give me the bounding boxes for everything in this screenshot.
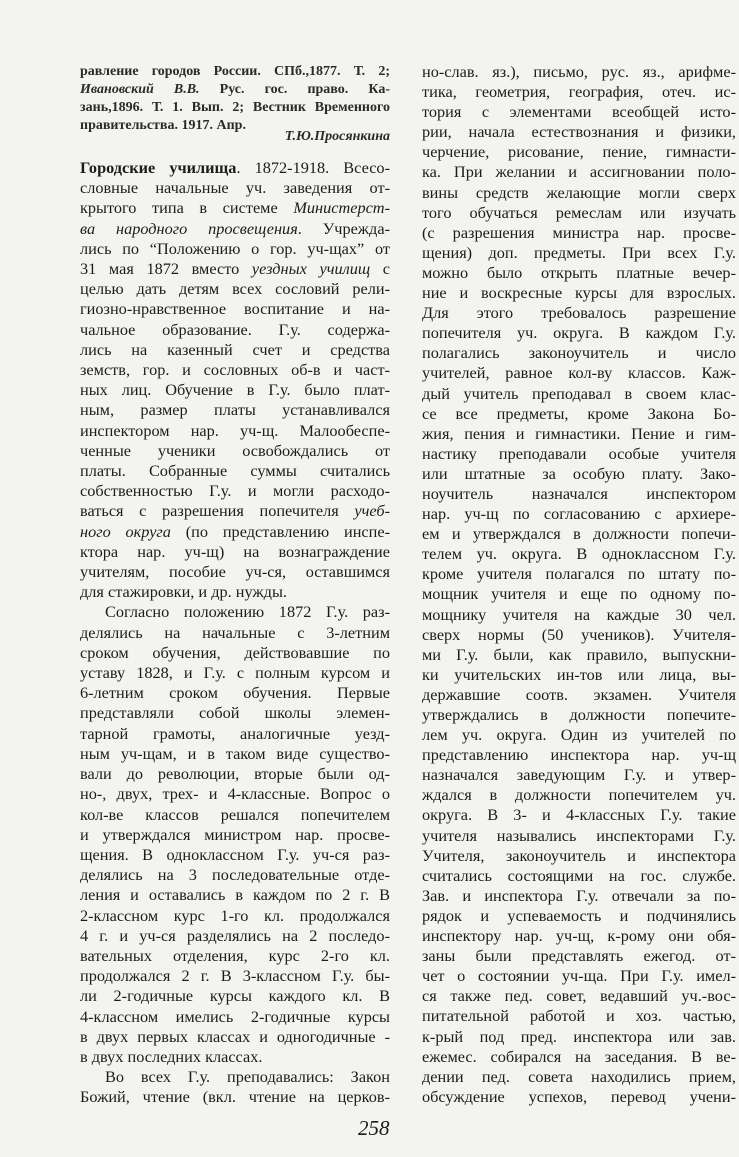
text-segment: считались состоящими на гос. службе. — [422, 865, 736, 885]
text-line — [80, 421, 390, 441]
text-line — [422, 946, 736, 966]
text-segment: жия, пения и гимнастики. Пение и гим- — [422, 423, 736, 443]
references-block — [80, 63, 390, 135]
text-line — [422, 665, 736, 685]
text-line — [422, 826, 736, 846]
text-line — [80, 198, 390, 218]
text-line — [80, 885, 390, 905]
text-segment: Зав. и инспектора Г.у. отвечали за по- — [422, 885, 736, 905]
text-segment: словные начальные уч. заведения от- — [80, 178, 390, 198]
left-column — [80, 158, 390, 1108]
text-line — [80, 623, 390, 643]
text-segment: полагались законоучитель и число — [422, 343, 736, 363]
text-segment: учителей, равное кол-ву классов. Каж- — [422, 363, 736, 383]
text-segment: делялись на 3 последовательные отде- — [80, 865, 390, 885]
text-segment: тория с элементами всеобщей исто- — [422, 102, 736, 122]
text-segment: земств, гор. и сословных об-в и част- — [80, 360, 390, 380]
text-line — [422, 926, 736, 946]
text-segment: рии, начала естествознания и физики, — [422, 122, 736, 142]
text-line — [422, 323, 736, 343]
text-segment: можно было открыть платные вечер- — [422, 262, 736, 282]
text-line — [422, 424, 736, 444]
text-segment: ноучитель назначался инспектором — [422, 483, 736, 503]
text-segment: ние и воскресные курсы для взрослых. — [422, 283, 736, 303]
text-line — [422, 183, 736, 203]
text-segment: Во всех Г.у. преподавались: Закон — [105, 1067, 390, 1087]
text-segment: Для этого требовалось разрешение — [422, 303, 736, 323]
text-segment: учителям, пособие уч-ся, оставшимся — [80, 562, 390, 582]
text-line — [422, 303, 736, 323]
text-segment: ми Г.у. были, как правило, выпускни- — [422, 644, 736, 664]
text-line — [422, 685, 736, 705]
text-segment: попечителя уч. округа. В каждом Г.у. — [422, 323, 736, 343]
text-segment: учителя назывались инспекторами Г.у. — [422, 825, 736, 845]
text-segment: обсуждение успехов, перевод учени- — [422, 1086, 736, 1106]
text-segment: 2-классном курс 1-го кл. продолжался — [80, 905, 390, 925]
text-line — [80, 81, 390, 99]
text-segment: (по представлению инспе- — [170, 521, 390, 541]
text-segment: крытого типа в системе — [80, 198, 294, 218]
text-segment: . Учрежда- — [297, 218, 390, 238]
text-line — [80, 63, 390, 81]
text-segment: но-, двух, трех- и 4-классные. Вопрос о — [80, 784, 390, 804]
text-line — [80, 158, 390, 178]
text-segment: 6-летним сроком обучения. Первые — [80, 683, 390, 703]
text-line — [80, 966, 390, 986]
text-segment: ным, размер платы устанавливался — [80, 400, 390, 420]
text-line — [422, 866, 736, 886]
text-line — [422, 584, 736, 604]
text-line — [422, 384, 736, 404]
text-segment: телем уч. округа. В одноклассном Г.у. — [422, 544, 736, 564]
text-segment: рядок и успеваемость и подчинялись — [422, 905, 736, 925]
text-segment: чет о состоянии уч-ща. При Г.у. имел- — [422, 966, 736, 986]
text-segment: ктора нар. уч-щ) на вознаграждение — [80, 541, 390, 561]
text-line — [80, 683, 390, 703]
text-line — [422, 504, 736, 524]
text-segment: Согласно положению 1872 Г.у. раз- — [105, 602, 390, 622]
text-segment: питательной работой и хоз. частью, — [422, 1006, 736, 1026]
text-line — [422, 1067, 736, 1087]
text-segment: округа. В 3- и 4-классных Г.у. такие — [422, 805, 736, 825]
text-segment: гиозно-нравственное воспитание и на- — [80, 299, 390, 319]
text-line — [422, 102, 736, 122]
text-segment: тика, геометрия, география, отеч. ис- — [422, 82, 736, 102]
text-segment: для стажировки, и др. нужды. — [80, 582, 287, 602]
text-segment: нар. уч-щ по согласованию с архиере- — [422, 504, 736, 524]
text-segment: вательных отделения, курс 2-го кл. — [80, 945, 390, 965]
text-line — [422, 1006, 736, 1026]
page-number: 258 — [358, 1116, 390, 1140]
text-line — [80, 360, 390, 380]
text-segment: дении пед. совета находились прием, — [422, 1066, 736, 1086]
italic-text: уездных училищ — [251, 259, 371, 279]
text-line — [80, 582, 390, 602]
text-segment: ным уч-щам, и в таком виде существо- — [80, 743, 390, 763]
text-line — [80, 703, 390, 723]
text-segment: ежемес. собирался на заседания. В ве- — [422, 1046, 736, 1066]
text-segment: целью дать детям всех сословий рели- — [80, 279, 390, 299]
text-line — [80, 340, 390, 360]
text-segment: чальное образование. Г.у. содержа- — [80, 319, 390, 339]
text-segment: (с разрешения министра нар. просве- — [422, 222, 736, 242]
text-segment: инспектором нар. уч-щ. Малообеспе- — [80, 420, 390, 440]
text-segment: сверх нормы (50 учеников). Учителя- — [422, 624, 736, 644]
text-line — [422, 363, 736, 383]
text-line — [422, 524, 736, 544]
text-line — [422, 605, 736, 625]
text-line — [80, 744, 390, 764]
text-line — [80, 542, 390, 562]
text-segment: лись на казенный счет и средства — [80, 339, 390, 359]
text-line — [422, 404, 736, 424]
text-line — [80, 501, 390, 521]
text-segment: . 1872-1918. Всесо- — [236, 158, 390, 177]
text-line — [422, 966, 736, 986]
text-line — [80, 1067, 390, 1087]
text-segment: уставу 1828, и Г.у. с полным курсом и — [80, 663, 390, 683]
text-segment: щения. В одноклассном Г.у. уч-ся раз- — [80, 844, 390, 864]
text-line — [80, 481, 390, 501]
text-line — [80, 1047, 390, 1067]
text-line — [422, 745, 736, 765]
text-segment: ваться с разрешения попечителя — [80, 501, 355, 521]
text-line — [80, 219, 390, 239]
text-segment: се все предметы, кроме Закона Бо- — [422, 403, 736, 423]
text-line — [422, 122, 736, 142]
text-segment: с — [370, 259, 390, 279]
text-segment: утверждались в должности попечите- — [422, 705, 736, 724]
text-segment: ки учительских ин-тов или лица, вы- — [422, 664, 736, 684]
text-segment: кол-ве классов решался попечителем — [80, 804, 390, 824]
text-segment: ных лиц. Обучение в Г.у. было плат- — [80, 380, 390, 400]
text-segment: 4 г. и уч-ся разделялись на 2 последо- — [80, 925, 390, 945]
text-line — [80, 906, 390, 926]
text-segment: державшие соотв. экзамен. Учителя — [422, 684, 736, 704]
text-line — [80, 562, 390, 582]
text-line — [80, 178, 390, 198]
text-line — [422, 1047, 736, 1067]
text-segment: представлению инспектора нар. уч-щ — [422, 745, 736, 765]
text-segment: продолжался 2 г. В 3-классном Г.у. бы- — [80, 966, 390, 986]
text-segment: равление городов России. СПб.,1877. Т. 2; — [80, 64, 390, 79]
text-segment: мощник учителя и еще по одному по- — [422, 584, 736, 604]
text-line — [80, 724, 390, 744]
text-line — [422, 805, 736, 825]
text-segment: лем уч. округа. Один из учителей по — [422, 725, 736, 745]
text-line — [422, 906, 736, 926]
text-segment: назначался заведующим Г.у. и утвер- — [422, 765, 736, 785]
text-segment: вины средств желающие могли сверх — [422, 182, 736, 202]
text-segment: настику преподавали особые учителя — [422, 443, 736, 463]
text-line — [80, 845, 390, 865]
text-segment: собственностью Г.у. и могли расходо- — [80, 481, 390, 501]
text-line — [422, 263, 736, 283]
text-line — [80, 865, 390, 885]
text-line — [422, 725, 736, 745]
text-line — [80, 259, 390, 279]
text-line — [422, 343, 736, 363]
text-line — [80, 441, 390, 461]
text-segment: сроком обучения, действовавшие по — [80, 642, 390, 662]
text-line — [80, 239, 390, 259]
text-segment: черчение, рисование, пение, гимнасти- — [422, 142, 736, 162]
text-line — [80, 663, 390, 683]
text-segment: ченные ученики освобождались от — [80, 440, 390, 460]
text-segment: дый учитель преподавал в своем клас- — [422, 383, 736, 403]
text-line — [422, 886, 736, 906]
text-segment: правительства. 1917. Апр. — [80, 118, 246, 133]
text-segment: ли 2-годичные курсы каждого кл. В — [80, 986, 390, 1006]
text-line — [80, 400, 390, 420]
italic-text: ного округа — [80, 521, 171, 541]
text-line — [80, 299, 390, 319]
text-line — [80, 380, 390, 400]
text-segment: 31 мая 1872 вместо — [80, 259, 252, 279]
text-segment: зань,1896. Т. 1. Вып. 2; Вестник Временного — [80, 100, 390, 115]
text-line — [80, 643, 390, 663]
text-line — [422, 162, 736, 182]
text-line — [422, 785, 736, 805]
text-segment: в двух первых классах и одногодичные - — [80, 1026, 390, 1046]
right-column — [422, 62, 736, 1107]
text-segment: ждался в должности попечителем уч. — [422, 785, 736, 805]
text-segment: и утверждался министром нар. просве- — [80, 824, 390, 844]
text-line — [422, 203, 736, 223]
text-line — [80, 805, 390, 825]
text-line — [422, 846, 736, 866]
text-segment: представляли собой школы элемен- — [80, 703, 390, 723]
text-line — [422, 544, 736, 564]
text-line — [422, 484, 736, 504]
text-segment: инспектору нар. уч-щ, к-рому они обя- — [422, 926, 736, 946]
text-line — [80, 602, 390, 622]
entry-heading: Городские училища — [80, 158, 237, 177]
text-segment: мощнику учителя на каждые 30 чел. — [422, 604, 736, 624]
text-line — [422, 243, 736, 263]
text-line — [80, 1087, 390, 1107]
text-line — [80, 1007, 390, 1027]
text-segment: к-рый под пред. инспектора или зав. — [422, 1026, 736, 1046]
text-segment: ем и утверждался в должности попечи- — [422, 524, 736, 544]
text-line — [422, 142, 736, 162]
text-line — [80, 764, 390, 784]
article-author: Т.Ю.Просянкина — [284, 129, 390, 144]
italic-text: Министерст- — [293, 198, 390, 218]
text-segment: Божий, чтение (вкл. чтение на церков- — [80, 1087, 390, 1107]
text-segment: кроме учителя полагался по штату по- — [422, 564, 736, 584]
text-segment: Учителя, законоучитель и инспектора — [422, 845, 736, 865]
text-line — [80, 926, 390, 946]
text-segment: платы. Собранные суммы считались — [80, 461, 390, 481]
text-line — [80, 461, 390, 481]
text-segment: 4-классном имелись 2-годичные курсы — [80, 1006, 390, 1026]
text-segment: ка. При желании и ассигновании поло- — [422, 162, 736, 182]
text-segment: Рус. гос. право. Ка- — [199, 82, 390, 97]
text-line — [422, 705, 736, 725]
text-line — [422, 82, 736, 102]
text-line — [422, 564, 736, 584]
text-line — [80, 986, 390, 1006]
text-line — [422, 625, 736, 645]
text-line — [422, 645, 736, 665]
italic-text: Ивановский В.В. — [80, 82, 200, 97]
italic-text: учеб- — [354, 501, 390, 521]
text-line — [422, 464, 736, 484]
italic-text: ва народного просвещения — [80, 218, 298, 238]
text-line — [80, 279, 390, 299]
text-segment: ления и оставались в каждом по 2 г. В — [80, 885, 390, 905]
text-line — [422, 1087, 736, 1107]
text-segment: щения) доп. предметы. При всех Г.у. — [422, 242, 736, 262]
text-segment: ся также пед. совет, ведавший уч.-вос- — [422, 986, 736, 1006]
text-segment: тарной грамоты, аналогичные уезд- — [80, 723, 390, 743]
text-segment: в двух последних классах. — [80, 1046, 263, 1066]
text-line — [80, 99, 390, 117]
text-segment: делялись на начальные с 3-летним — [80, 622, 390, 642]
text-segment: вали до революции, вторые были од- — [80, 764, 390, 784]
text-line — [422, 223, 736, 243]
text-line — [80, 784, 390, 804]
text-line — [422, 62, 736, 82]
text-line — [422, 283, 736, 303]
text-segment: того обучаться ремеслам или изучать — [422, 202, 736, 222]
text-line — [422, 765, 736, 785]
text-line — [422, 986, 736, 1006]
text-line — [80, 1027, 390, 1047]
text-segment: но-слав. яз.), письмо, рус. яз., арифме- — [422, 62, 736, 81]
text-line — [422, 444, 736, 464]
text-segment: или штатные за особую плату. Зако- — [422, 463, 736, 483]
text-line — [80, 320, 390, 340]
text-line — [80, 946, 390, 966]
text-line — [80, 522, 390, 542]
text-segment: лись по “Положению о гор. уч-щах” от — [80, 238, 390, 258]
text-line — [422, 1027, 736, 1047]
text-line — [80, 825, 390, 845]
text-segment: заны были представлять ежегод. от- — [422, 946, 736, 966]
